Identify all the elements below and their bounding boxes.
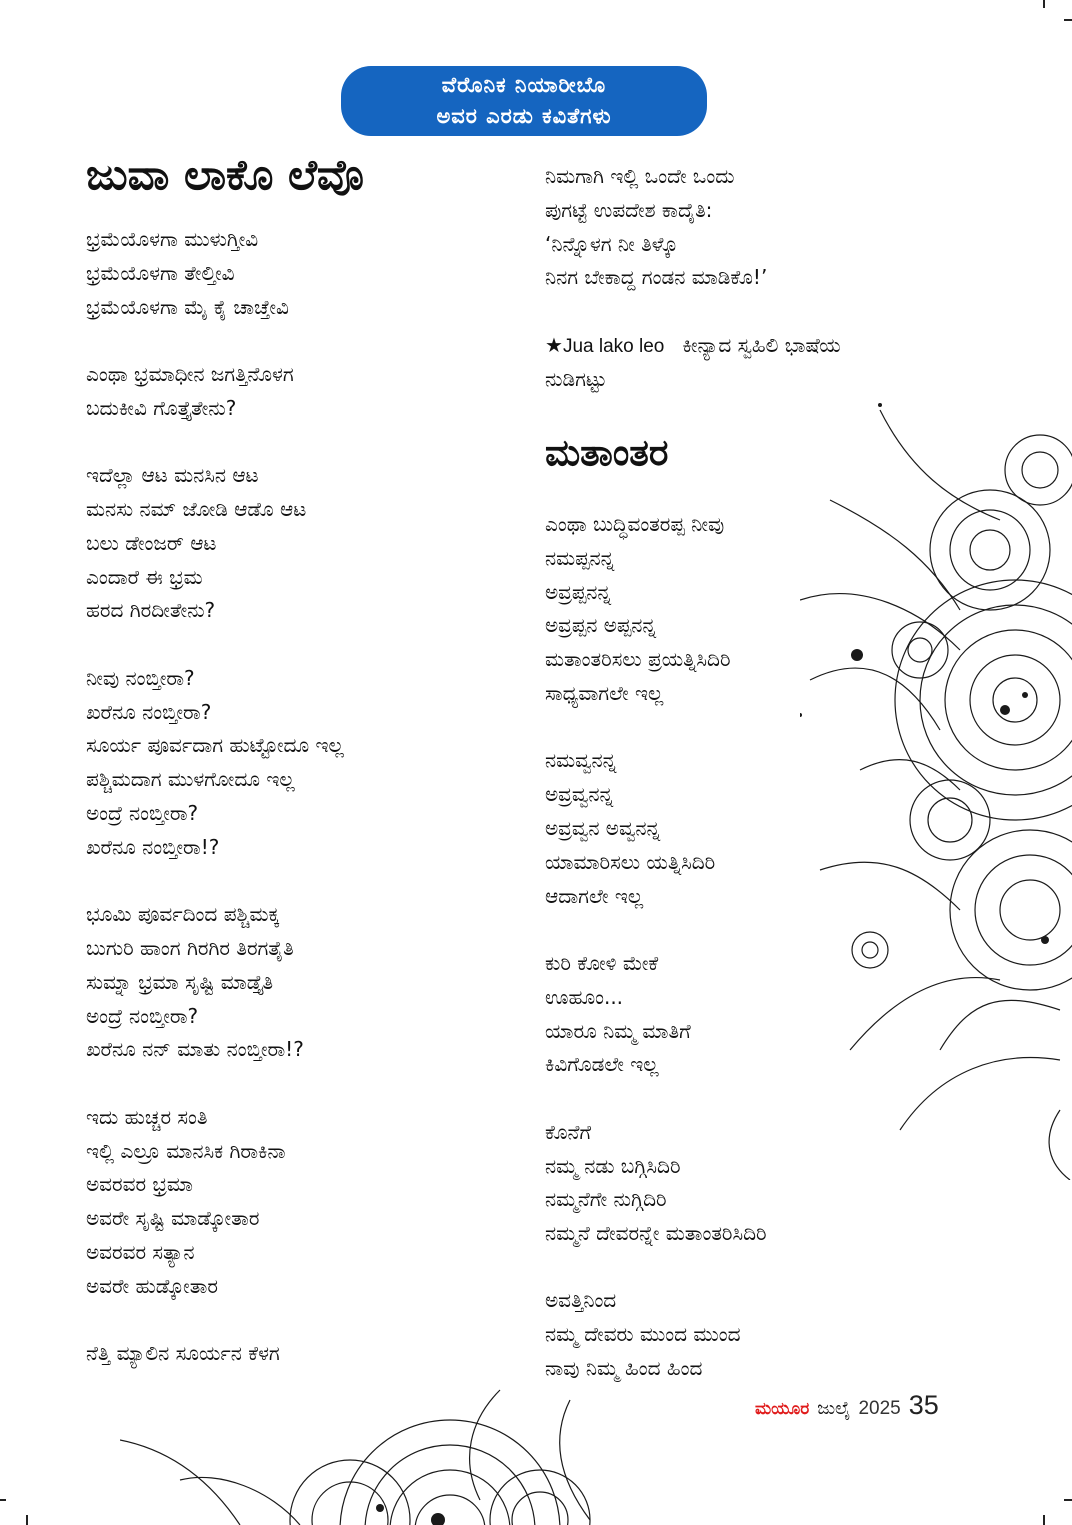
- poem-line: ಅವ್ರವ್ವನನ್ನ: [545, 782, 614, 807]
- poem-line: ಅವ್ರವ್ವನ ಅವ್ವನನ್ನ: [545, 815, 661, 840]
- poem-line: ಎಂಥಾ ಭ್ರಮಾಧೀನ ಜಗತ್ತಿನೊಳಗ: [86, 361, 294, 386]
- stanza: [545, 508, 985, 711]
- stanza: [545, 947, 985, 1082]
- stanza: [545, 1284, 985, 1385]
- stanza: [86, 459, 526, 628]
- poem-line: ನಮ್ಮ ನಡು ಬಗ್ಗಿಸಿದಿರಿ: [545, 1153, 681, 1178]
- crop-mark: [1043, 1515, 1045, 1525]
- crop-mark: [1043, 0, 1045, 8]
- poem-line: ನಮವ್ವನನ್ನ: [545, 748, 617, 773]
- poem-line: ಅಂದ್ರೆ ನಂಬ್ತೀರಾ?: [86, 800, 199, 825]
- poem1-continuation: [545, 160, 985, 295]
- stanza: [86, 662, 526, 865]
- issue-month: ಜುಲೈ: [817, 1398, 851, 1419]
- poem-line: ಮತಾಂತರಿಸಲು ಪ್ರಯತ್ನಿಸಿದಿರಿ: [545, 647, 731, 672]
- footnote: [545, 329, 985, 397]
- poem-line: ನಮಪ್ಪನನ್ನ: [545, 545, 615, 570]
- stanza: [86, 898, 526, 1067]
- poem-line: ನೀವು ನಂಬ್ತೀರಾ?: [86, 665, 195, 690]
- poem-line: ಕಿವಿಗೊಡಲೇ ಇಲ್ಲ: [545, 1052, 659, 1077]
- poem-line: ಇದೆಲ್ಲಾ ಆಟ ಮನಸಿನ ಆಟ: [86, 463, 259, 488]
- poem-line: ಆದಾಗಲೇ ಇಲ್ಲ: [545, 883, 644, 908]
- poem-line: ಎಂಥಾ ಬುದ್ಧಿವಂತರಪ್ಪ ನೀವು: [545, 511, 725, 536]
- footnote-text-line2: ನುಡಿಗಟ್ಟು: [545, 366, 607, 391]
- poem-line: ಪಶ್ಚಿಮದಾಗ ಮುಳಗೋದೂ ಇಲ್ಲ: [86, 767, 295, 792]
- poem-line: ಭೂಮಿ ಪೂರ್ವದಿಂದ ಪಶ್ಚಿಮಕ್ಕ: [86, 902, 280, 927]
- crop-mark: [1064, 19, 1072, 21]
- stanza: [86, 1101, 526, 1304]
- poem2-body: [545, 508, 985, 1386]
- poem-line: ನಮ್ಮನೆ ದೇವರನ್ನೇ ಮತಾಂತರಿಸಿದಿರಿ: [545, 1221, 767, 1246]
- footnote-phrase: Jua lako leo: [562, 335, 665, 357]
- stanza: [86, 223, 526, 324]
- poem2-title: ಮತಾಂತರ: [545, 430, 669, 474]
- poem-line: ನಿಮಗಾಗಿ ಇಲ್ಲಿ ಒಂದೇ ಒಂದು: [545, 164, 735, 188]
- poem-line: ಅವತ್ತಿನಿಂದ: [545, 1288, 617, 1313]
- page-number: 35: [908, 1390, 939, 1420]
- poem-line: ನಾವು ನಿಮ್ಮ ಹಿಂದ ಹಿಂದ: [545, 1356, 703, 1381]
- poem-line: ಬದುಕೀವಿ ಗೊತ್ತೈತೇನು?: [86, 395, 237, 420]
- star-icon: ★: [545, 332, 563, 357]
- poem-line: ಅವರೇ ಸೃಷ್ಟಿ ಮಾಡ್ಕೋತಾರ: [86, 1206, 260, 1231]
- crop-mark: [0, 1499, 6, 1501]
- poem-line: ಇದು ಹುಚ್ಚರ ಸಂತಿ: [86, 1104, 208, 1129]
- poem-line: ಭ್ರಮೆಯೊಳಗಾ ಮುಳುಗ್ತೀವಿ: [86, 227, 259, 251]
- poem-line: ಯಾಮಾರಿಸಲು ಯತ್ನಿಸಿದಿರಿ: [545, 849, 716, 874]
- poem-line: ಇಲ್ಲಿ ಎಲ್ರೂ ಮಾನಸಿಕ ಗಿರಾಕಿನಾ: [86, 1138, 286, 1163]
- poem-line: ಮನಸು ನಮ್ ಜೋಡಿ ಆಡೊ ಆಟ: [86, 496, 307, 521]
- poem-line: ಅವರವರ ಭ್ರಮಾ: [86, 1172, 193, 1197]
- poem-line: ಕುರಿ ಕೋಳಿ ಮೇಕೆ: [545, 950, 659, 975]
- stanza: [86, 1337, 526, 1371]
- poem-line: ನಮ್ಮನೆಗೇ ನುಗ್ಗಿದಿರಿ: [545, 1187, 667, 1212]
- poem-line: ನಿನಗ ಬೇಕಾದ್ದ ಗಂಡನ ಮಾಡಿಕೊ!’: [545, 265, 768, 290]
- banner-author: ವೆರೊನಿಕ ನಿಯಾರೀಬೊ: [441, 73, 607, 97]
- poem-line: ಅವ್ರಪ್ಪನನ್ನ: [545, 579, 612, 604]
- poem-line: ಊಹೂಂ...: [545, 984, 624, 1009]
- poem-line: ‘ನಿನ್ನೊಳಗ ನೀ ತಿಳ್ಕೊ: [545, 231, 679, 256]
- footnote-text: ಕೀನ್ಯಾದ ಸ್ವಹಿಲಿ ಭಾಷೆಯ: [682, 332, 841, 357]
- poem-line: ಖರೆನೂ ನನ್ ಮಾತು ನಂಬ್ತೀರಾ!?: [86, 1037, 304, 1062]
- poem-line: ಎಂದಾರೆ ಈ ಭ್ರಮ: [86, 564, 203, 589]
- poems-banner: [341, 66, 707, 136]
- stanza: [545, 744, 985, 913]
- poem-line: ಬುಗುರಿ ಹಾಂಗ ಗಿರಗಿರ ತಿರಗತೈತಿ: [86, 935, 294, 960]
- page-footer: [755, 1390, 939, 1430]
- poem-line: ಭ್ರಮೆಯೊಳಗಾ ತೇಲ್ತೀವಿ: [86, 260, 235, 285]
- poem-line: ಕೊನೆಗೆ: [545, 1119, 592, 1144]
- poem-line: ಭ್ರಮೆಯೊಳಗಾ ಮೈ ಕೈ ಚಾಚ್ತೇವಿ: [86, 294, 289, 319]
- poem1-body: [86, 223, 526, 1371]
- banner-subtitle: ಅವರ ಎರಡು ಕವಿತೆಗಳು: [436, 104, 612, 128]
- left-column: [86, 150, 526, 1404]
- right-column: [545, 160, 985, 1419]
- poem-line: ಅಂದ್ರೆ ನಂಬ್ತೀರಾ?: [86, 1003, 199, 1028]
- stanza: [86, 358, 526, 426]
- issue-year: 2025: [858, 1398, 901, 1419]
- poem-line: ಪುಗಟ್ಟೆ ಉಪದೇಶ ಕಾದೈತಿ:: [545, 197, 713, 222]
- poem-line: ಹರದ ಗಿರದೀತೇನು?: [86, 598, 216, 623]
- poem-line: ನೆತ್ತಿ ಮ್ಯಾಲಿನ ಸೂರ್ಯನ ಕೆಳಗ: [86, 1341, 280, 1366]
- poem-line: ಅವ್ರಪ್ಪನ ಅಪ್ಪನನ್ನ: [545, 613, 657, 638]
- crop-mark: [1064, 1499, 1072, 1501]
- poem-line: ಖರೆನೂ ನಂಬ್ತೀರಾ?: [86, 699, 212, 724]
- poem-line: ಅವರವರ ಸತ್ಯಾನ: [86, 1239, 195, 1264]
- magazine-logo: ಮಯೂರ: [755, 1399, 810, 1419]
- stanza: [545, 1116, 985, 1251]
- poem-line: ಖರೆನೂ ನಂಬ್ತೀರಾ!?: [86, 834, 220, 859]
- poem1-title: ಜುವಾ ಲಾಕೊ ಲೆವೊ: [86, 150, 364, 199]
- poem-line: ಸುಮ್ನಾ ಭ್ರಮಾ ಸೃಷ್ಟಿ ಮಾಡ್ತೈತಿ: [86, 969, 274, 994]
- poem-line: ಅವರೇ ಹುಡ್ಕೋತಾರ: [86, 1273, 218, 1298]
- poem-line: ಯಾರೂ ನಿಮ್ಮ ಮಾತಿಗೆ: [545, 1018, 691, 1043]
- poem-line: ಸೂರ್ಯ ಪೂರ್ವದಾಗ ಹುಟ್ಟೋದೂ ಇಲ್ಲ: [86, 733, 344, 758]
- crop-mark: [26, 1515, 28, 1525]
- poem-line: ಸಾಧ್ಯವಾಗಲೇ ಇಲ್ಲ: [545, 680, 664, 705]
- poem-line: ಬಲು ಡೇಂಜರ್ ಆಟ: [86, 530, 217, 555]
- poem-line: ನಮ್ಮ ದೇವರು ಮುಂದ ಮುಂದ: [545, 1322, 741, 1347]
